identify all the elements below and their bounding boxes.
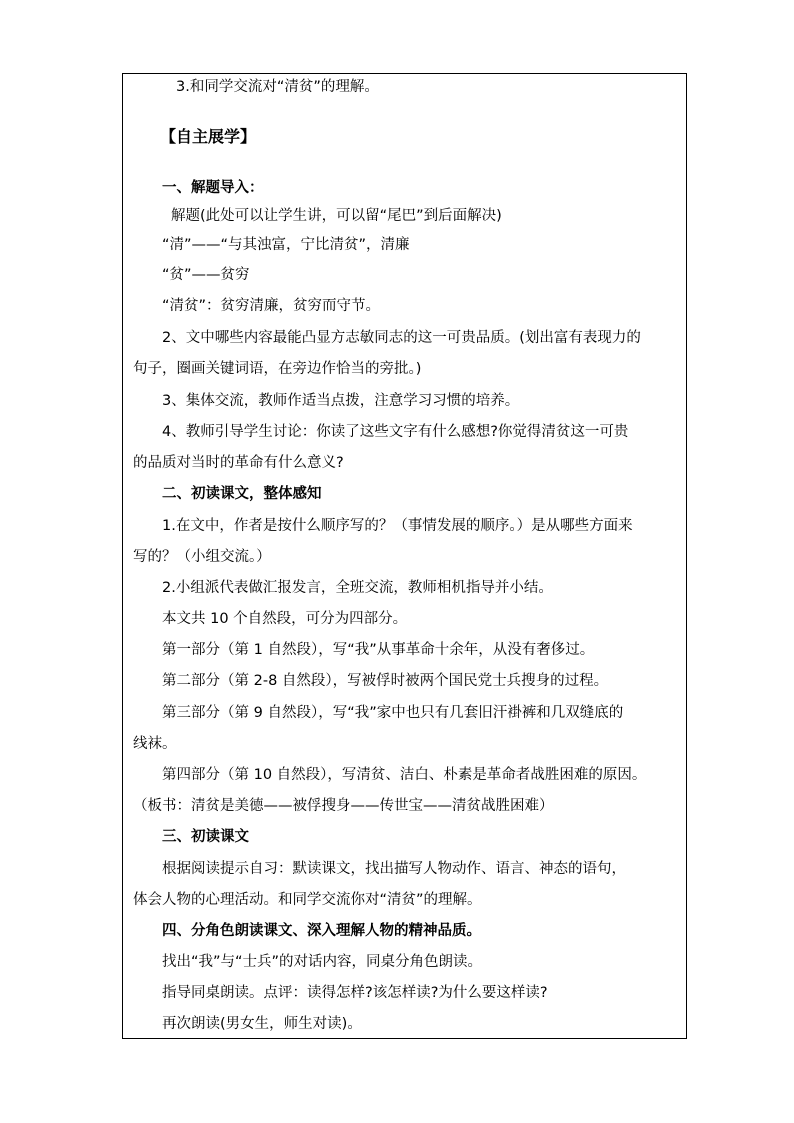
- section-heading: 二、初读课文，整体感知: [162, 486, 322, 502]
- text-line: 句子，圈画关键词语，在旁边作恰当的旁批。): [133, 361, 422, 377]
- section-heading: 一、解题导入：: [162, 180, 264, 196]
- text-line: 3.和同学交流对“清贫”的理解。: [176, 79, 379, 95]
- text-line: 解题(此处可以让学生讲，可以留“尾巴”到后面解决): [171, 208, 502, 224]
- text-line: （板书：清贫是美德——被俘搜身——传世宝——清贫战胜困难）: [133, 798, 554, 814]
- text-line: 体会人物的心理活动。和同学交流你对“清贫”的理解。: [133, 892, 482, 908]
- text-line: 指导同桌朗读。点评：读得怎样?该怎样读?为什么要这样读?: [162, 985, 548, 1001]
- text-line: 写的？（小组交流。）: [133, 549, 271, 565]
- text-line: 线袜。: [133, 736, 177, 752]
- section-heading: 四、分角色朗读课文、深入理解人物的精神品质。: [162, 923, 481, 939]
- text-line: 第一部分（第 1 自然段），写“我”从事革命十余年，从没有奢侈过。: [162, 642, 595, 658]
- text-line: “清”——“与其浊富，宁比清贫”，清廉: [162, 237, 410, 253]
- section-heading: 【自主展学】: [160, 127, 257, 146]
- text-line: 根据阅读提示自习：默读课文，找出描写人物动作、语言、神态的语句，: [162, 861, 626, 877]
- text-line: 第二部分（第 2-8 自然段），写被俘时被两个国民党士兵搜身的过程。: [162, 673, 609, 689]
- text-line: 第四部分（第 10 自然段），写清贫、洁白、朴素是革命者战胜困难的原因。: [162, 767, 647, 783]
- text-line: 再次朗读(男女生，师生对读)。: [162, 1016, 362, 1032]
- text-line: 1.在文中，作者是按什么顺序写的？（事情发展的顺序。）是从哪些方面来: [162, 518, 633, 534]
- section-heading: 三、初读课文: [162, 829, 249, 845]
- text-line: “贫”——贫穷: [162, 267, 250, 283]
- text-line: 3、集体交流，教师作适当点拨，注意学习习惯的培养。: [162, 393, 520, 409]
- text-line: 4、教师引导学生讨论：你读了这些文字有什么感想?你觉得清贫这一可贵: [162, 424, 629, 440]
- text-line: 2.小组派代表做汇报发言，全班交流，教师相机指导并小结。: [162, 580, 553, 596]
- text-line: 2、文中哪些内容最能凸显方志敏同志的这一可贵品质。(划出富有表现力的: [162, 330, 641, 346]
- text-line: 本文共 10 个自然段，可分为四部分。: [162, 611, 408, 627]
- text-line: 的品质对当时的革命有什么意义?: [133, 455, 344, 471]
- text-line: 找出“我”与“士兵”的对话内容，同桌分角色朗读。: [162, 954, 483, 970]
- text-line: 第三部分（第 9 自然段），写“我”家中也只有几套旧汗褂裤和几双缝底的: [162, 705, 624, 721]
- text-line: “清贫”：贫穷清廉，贫穷而守节。: [162, 298, 381, 314]
